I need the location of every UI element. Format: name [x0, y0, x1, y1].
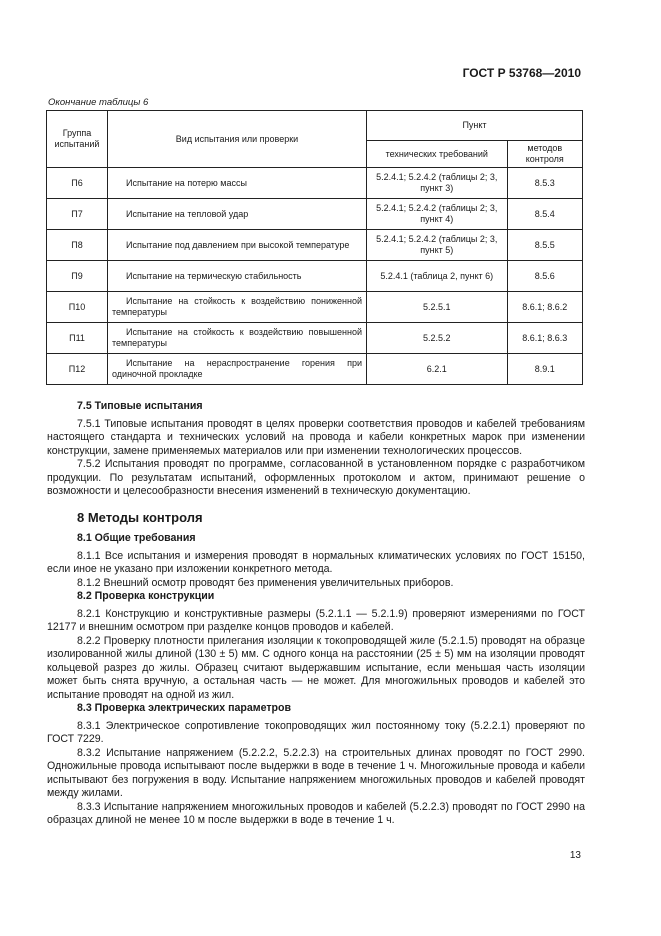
paragraph-8-3-1: 8.3.1 Электрическое сопротивление токопроводящих жил постоянному току (5.2.2.1) проверяют по ГОСТ 7229. — [47, 719, 585, 745]
section-8-1-title: 8.1 Общие требования — [77, 532, 196, 544]
table-caption: Окончание таблицы 6 — [48, 97, 149, 108]
row-method-clause: 8.9.1 — [507, 354, 582, 385]
table-row — [47, 354, 583, 385]
row-test-name: Испытание на потерю массы — [108, 168, 367, 199]
row-group: П12 — [47, 354, 108, 385]
paragraph-8-1-1: 8.1.1 Все испытания и измерения проводят в нормальных климатических условиях по ГОСТ 15150, если иное не указано при изложении конкретного метода. — [47, 549, 585, 575]
table-row — [47, 230, 583, 261]
document-body — [47, 400, 585, 828]
row-group: П9 — [47, 261, 108, 292]
row-test-name: Испытание на тепловой удар — [108, 199, 367, 230]
row-tech-clause: 5.2.5.2 — [367, 323, 508, 354]
row-method-clause: 8.5.6 — [507, 261, 582, 292]
standard-designation: ГОСТ Р 53768—2010 — [462, 66, 581, 80]
section-8-title: 8 Методы контроля — [77, 509, 203, 525]
row-test-name: Испытание под давлением при высокой температуре — [108, 230, 367, 261]
page-number: 13 — [569, 850, 581, 861]
row-tech-clause: 6.2.1 — [367, 354, 508, 385]
row-tech-clause: 5.2.4.1; 5.2.4.2 (таблицы 2; 3, пункт 3) — [367, 168, 508, 199]
paragraph-7-5-1: 7.5.1 Типовые испытания проводят в целях проверки соответствия проводов и кабелей требованиям настоящего стандарта и технических условий на провода и кабели конкретных марок при изменении конструкции, замене применяемых материалов или при изменении технологических процессов. — [47, 417, 585, 457]
paragraph-8-3-3: 8.3.3 Испытание напряжением многожильных проводов и кабелей (5.2.2.3) проводят по ГОСТ 2990 на образцах длиной не менее 10 м после выдержки в воде в течение 1 ч. — [47, 800, 585, 826]
paragraph-8-2-2: 8.2.2 Проверку плотности прилегания изоляции к токопроводящей жиле (5.2.1.5) проводят на образце изолированной жилы длиной (130 ± 5) мм. С одного конца на расстоянии (25 ± 5) мм на изоляции проводят кольцевой разрез до жилы. Образец считают выдержавшим испытание, если меньшая часть изоляции может быть снята вручную, а остальная часть — не может. Для многожильных проводов и кабелей это испытание проводят на одной из жил. — [47, 634, 585, 701]
col-header-group: Группа испытаний — [47, 111, 108, 168]
col-header-test-type: Вид испытания или проверки — [108, 111, 367, 168]
table-6 — [46, 110, 583, 385]
row-group: П8 — [47, 230, 108, 261]
section-8-3-title: 8.3 Проверка электрических параметров — [77, 702, 291, 714]
paragraph-7-5-2: 7.5.2 Испытания проводят по программе, согласованной в установленном порядке с разработчиком продукции. По результатам испытаний, оформленных протоколом и актом, принимают решение о возможности и целесообразности внесения изменений в техническую документацию. — [47, 458, 585, 497]
section-7-5-title: 7.5 Типовые испытания — [77, 400, 203, 412]
table-row — [47, 323, 583, 354]
col-header-tech-req: технических требований — [367, 141, 508, 168]
row-method-clause: 8.5.3 — [507, 168, 582, 199]
section-8-2-title: 8.2 Проверка конструкции — [77, 590, 215, 602]
row-test-name: Испытание на стойкость к воздействию повышенной температуры — [108, 323, 367, 354]
row-tech-clause: 5.2.4.1; 5.2.4.2 (таблицы 2; 3, пункт 5) — [367, 230, 508, 261]
row-test-name: Испытание на нераспространение горения при одиночной прокладке — [108, 354, 367, 385]
row-method-clause: 8.6.1; 8.6.2 — [507, 292, 582, 323]
row-group: П7 — [47, 199, 108, 230]
row-group: П10 — [47, 292, 108, 323]
col-header-clause: Пункт — [367, 111, 583, 141]
row-method-clause: 8.5.4 — [507, 199, 582, 230]
row-group: П6 — [47, 168, 108, 199]
paragraph-8-3-2: 8.3.2 Испытание напряжением (5.2.2.2, 5.2.2.3) на строительных длинах проводят по ГОСТ 2990. Одножильные провода испытывают после выдержки в воде в течение 1 ч. Многожильные провода и кабели испытывают без погружения в воду. Испытание напряжением многожильных проводов и кабелей проводят между жилами. — [47, 746, 585, 799]
row-method-clause: 8.5.5 — [507, 230, 582, 261]
table-row — [47, 199, 583, 230]
row-method-clause: 8.6.1; 8.6.3 — [507, 323, 582, 354]
table-row — [47, 168, 583, 199]
row-test-name: Испытание на стойкость к воздействию пониженной температуры — [108, 292, 367, 323]
table-row — [47, 292, 583, 323]
row-test-name: Испытание на термическую стабильность — [108, 261, 367, 292]
row-tech-clause: 5.2.5.1 — [367, 292, 508, 323]
paragraph-8-2-1: 8.2.1 Конструкцию и конструктивные размеры (5.2.1.1 — 5.2.1.9) проверяют измерениями по ГОСТ 12177 и внешним осмотром при разделке концов проводов и кабелей. — [47, 607, 585, 633]
row-tech-clause: 5.2.4.1; 5.2.4.2 (таблицы 2; 3, пункт 4) — [367, 199, 508, 230]
table-row — [47, 261, 583, 292]
col-header-control-methods: методов контроля — [507, 141, 582, 168]
row-tech-clause: 5.2.4.1 (таблица 2, пункт 6) — [367, 261, 508, 292]
paragraph-8-1-2: 8.1.2 Внешний осмотр проводят без применения увеличительных приборов. — [77, 576, 454, 589]
row-group: П11 — [47, 323, 108, 354]
